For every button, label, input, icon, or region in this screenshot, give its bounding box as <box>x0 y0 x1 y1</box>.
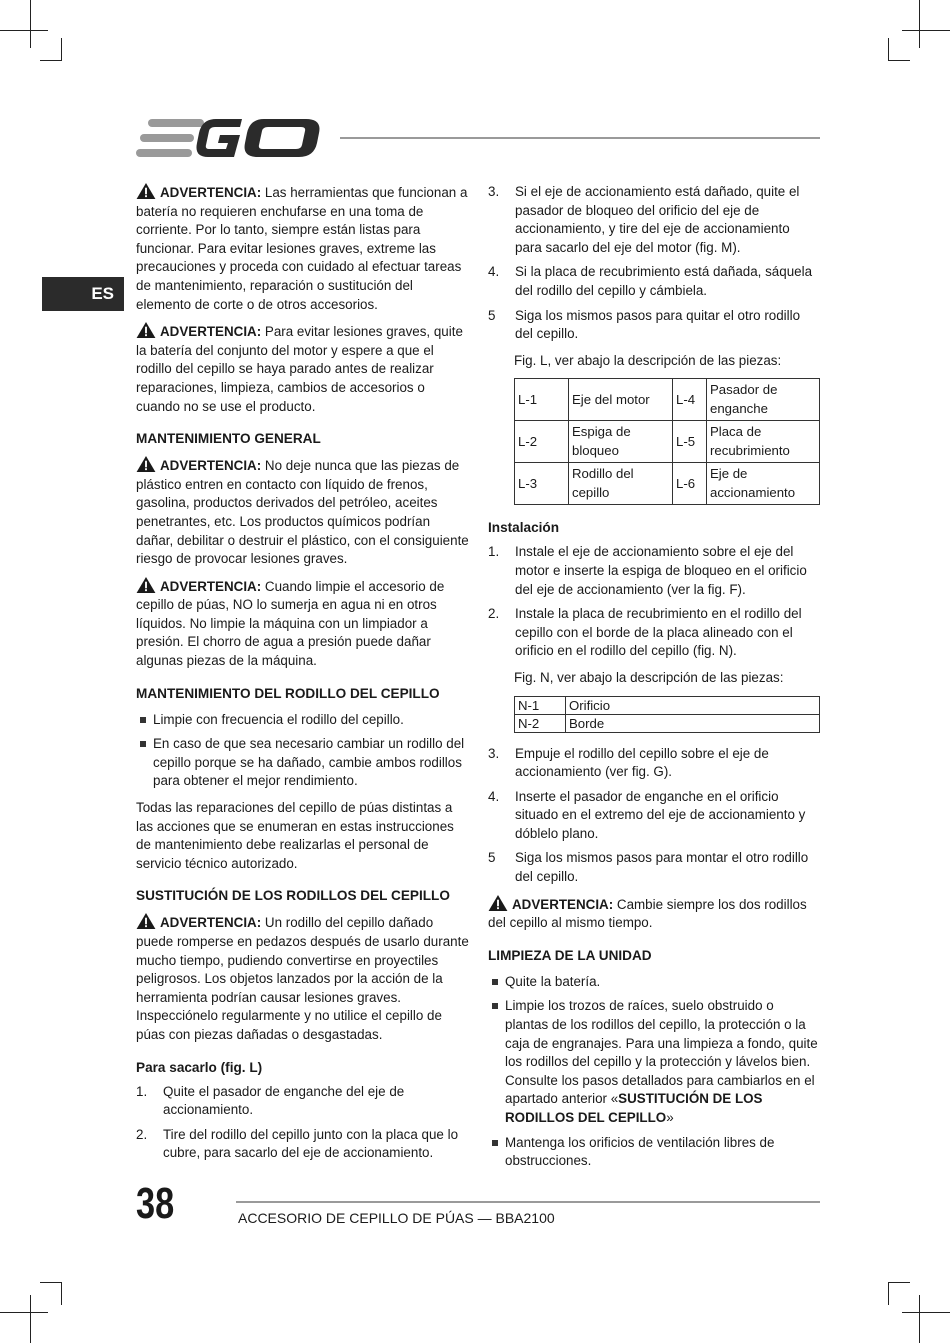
crop-mark <box>888 1282 910 1283</box>
step-number: 2. <box>136 1126 148 1142</box>
figure-caption: Fig. L, ver abajo la descripción de las piezas: <box>514 352 782 368</box>
crop-mark <box>888 1282 889 1305</box>
warning-icon <box>136 183 156 199</box>
crop-mark <box>0 1312 48 1313</box>
crop-mark <box>888 60 910 61</box>
table-cell: N-2 <box>515 714 566 732</box>
header-rule <box>340 137 820 139</box>
list-item: Quite la batería. <box>488 973 820 992</box>
list-item <box>488 543 820 599</box>
step-text: Instale la placa de recubrimiento en el rodillo del cepillo con el borde de la placa alineado con el orificio en el rodillo del cepillo (fig. N). <box>515 606 802 659</box>
table-cell: Pasador de enganche <box>707 379 820 421</box>
step-number: 5 <box>488 307 496 323</box>
warning-label: ADVERTENCIA: <box>512 896 614 912</box>
list-item: En caso de que sea necesario cambiar un rodillo del cepillo porque se ha dañado, cambie ambos rodillos para obtener el mejor rendimiento. <box>136 735 469 791</box>
body-paragraph: Todas las reparaciones del cepillo de púas distintas a las acciones que se enumeran en estas instrucciones de mantenimiento debe realizarlas el personal de servicio técnico autorizado. <box>136 800 454 871</box>
step-text: Instale el eje de accionamiento sobre el eje del motor e inserte la espiga de bloqueo en el orificio del eje de accionamiento (ver la fig. F). <box>515 544 807 597</box>
crop-mark <box>30 0 31 48</box>
table-cell: L-2 <box>515 421 569 463</box>
list-item: Mantenga los orificios de ventilación libres de obstrucciones. <box>488 1134 820 1171</box>
list-item-text-end: » <box>666 1110 674 1125</box>
crop-mark <box>888 38 889 61</box>
warning-icon <box>136 913 156 929</box>
step-list <box>488 543 820 661</box>
section-heading: MANTENIMIENTO GENERAL <box>136 431 321 447</box>
table-row <box>515 379 820 421</box>
warning-paragraph <box>136 322 469 416</box>
crop-mark <box>919 1295 920 1343</box>
crop-mark <box>0 30 48 31</box>
table-cell: Placa de recubrimiento <box>707 421 820 463</box>
table-cell: L-5 <box>673 421 707 463</box>
list-item-text: Limpie los trozos de raíces, suelo obstruido o plantas de los rodillos del cepillo, la protección o la caja de engranajes. Para una limpieza a fondo, quite los rodillos del cepillo y la protección y lávelos bien. Consulte los pasos detallados para cambiarlos en el apartado anterior « <box>505 998 818 1107</box>
step-number: 4. <box>488 788 500 804</box>
warning-label: ADVERTENCIA: <box>160 915 262 931</box>
warning-label: ADVERTENCIA: <box>160 324 262 340</box>
warning-label: ADVERTENCIA: <box>160 185 262 200</box>
subsection-heading: Instalación <box>488 520 560 536</box>
section-heading: LIMPIEZA DE LA UNIDAD <box>488 947 652 963</box>
list-item <box>136 1083 469 1120</box>
bullet-list <box>136 711 469 791</box>
section-heading: SUSTITUCIÓN DE LOS RODILLOS DEL CEPILLO <box>136 888 450 904</box>
crop-mark <box>919 0 920 48</box>
step-number: 3. <box>488 184 500 199</box>
warning-label: ADVERTENCIA: <box>160 458 262 474</box>
list-item <box>488 605 820 661</box>
list-item <box>488 745 820 782</box>
list-item <box>488 183 820 257</box>
list-item: Limpie con frecuencia el rodillo del cepillo. <box>136 711 469 730</box>
warning-paragraph <box>488 895 820 933</box>
ego-logo <box>136 116 322 160</box>
table-row <box>515 421 820 463</box>
table-cell: L-4 <box>673 379 707 421</box>
step-list <box>136 1083 469 1163</box>
step-number: 4. <box>488 264 500 280</box>
table-cell: Orificio <box>566 696 820 714</box>
warning-text: Cuando limpie el accesorio de cepillo de púas, NO lo sumerja en agua ni en otros líquidos. No limpie la máquina con un limpiador a presión. El chorro de agua a presión puede dañar algunas piezas de la máquina. <box>136 578 445 669</box>
table-cell: Eje de accionamiento <box>707 463 820 505</box>
table-cell: L-3 <box>515 463 569 505</box>
step-number: 1. <box>136 1083 148 1099</box>
step-text: Inserte el pasador de enganche en el orificio situado en el extremo del eje de accionamiento y dóblelo plano. <box>515 788 806 841</box>
warning-text: No deje nunca que las piezas de plástico entren en contacto con líquido de frenos, gasolina, productos derivados del petróleo, aceites penetrantes, etc. Los productos químicos podrían dañar, debilitar o destruir el plástico, con el consiguiente riesgo de provocar lesiones graves. <box>136 458 469 567</box>
section-reference: SUSTITUCIÓN DE LOS RODILLOS DEL CEPILLO <box>505 1091 763 1125</box>
bullet-list <box>488 973 820 1171</box>
table-row <box>515 463 820 505</box>
crop-mark <box>30 1295 31 1343</box>
figure-caption: Fig. N, ver abajo la descripción de las piezas: <box>514 669 784 685</box>
warning-text: Las herramientas que funcionan a batería no requieren enchufarse en una toma de corriente. Por lo tanto, siempre están listas para funcionar. Para evitar lesiones graves, extreme las precauciones y proceda con cuidado al efectuar tareas de mantenimiento, reparación o sustitución del elemento de corte o de otros accesorios. <box>136 185 468 312</box>
warning-text: Para evitar lesiones graves, quite la batería del conjunto del motor y espere a que el rodillo del cepillo se haya parado antes de realizar reparaciones, limpieza, cambios de accesorios o cuando no se use el producto. <box>136 324 463 414</box>
step-text: Empuje el rodillo del cepillo sobre el eje de accionamiento (ver fig. G). <box>515 745 769 780</box>
footer-rule <box>236 1201 820 1203</box>
table-row <box>515 714 820 732</box>
table-cell: Rodillo del cepillo <box>569 463 673 505</box>
list-item <box>488 307 820 344</box>
table-cell: Eje del motor <box>569 379 673 421</box>
step-text: Si la placa de recubrimiento está dañada, sáquela del rodillo del cepillo y cámbiela. <box>515 264 813 298</box>
warning-label: ADVERTENCIA: <box>160 578 262 594</box>
parts-table-n <box>514 696 820 733</box>
table-cell: N-1 <box>515 696 566 714</box>
step-text: Siga los mismos pasos para montar el otro rodillo del cepillo. <box>515 850 809 885</box>
list-item <box>488 849 820 886</box>
section-heading: MANTENIMIENTO DEL RODILLO DEL CEPILLO <box>136 685 440 701</box>
table-cell: L-6 <box>673 463 707 505</box>
step-number: 5 <box>488 850 496 866</box>
warning-paragraph <box>136 456 469 569</box>
left-column <box>136 183 469 1171</box>
parts-table-l <box>514 378 820 505</box>
crop-mark <box>902 30 950 31</box>
step-list <box>488 745 820 887</box>
step-text: Quite el pasador de enganche del eje de accionamiento. <box>163 1083 405 1118</box>
list-item <box>488 997 820 1127</box>
page-number: 38 <box>136 1179 175 1228</box>
step-text: Tire del rodillo del cepillo junto con la placa que lo cubre, para sacarlo del eje de accionamiento. <box>163 1126 459 1161</box>
warning-icon <box>136 577 156 593</box>
language-tab: ES <box>42 277 124 311</box>
crop-mark <box>902 1312 950 1313</box>
step-number: 2. <box>488 606 500 622</box>
step-number: 3. <box>488 745 500 761</box>
warning-paragraph <box>136 577 469 671</box>
step-text: Si el eje de accionamiento está dañado, quite el pasador de bloqueo del orificio del eje de accionamiento, y tire del eje de accionamiento para sacarlo del eje del motor (fig. M). <box>515 184 800 255</box>
subsection-heading: Para sacarlo (fig. L) <box>136 1059 263 1075</box>
crop-mark <box>40 60 62 61</box>
step-text: Siga los mismos pasos para quitar el otro rodillo del cepillo. <box>515 307 801 342</box>
crop-mark <box>40 1282 62 1283</box>
warning-text: Cambie siempre los dos rodillos del cepillo al mismo tiempo. <box>488 896 807 931</box>
warning-text: Un rodillo del cepillo dañado puede romperse en pedazos después de usarlo durante mucho tiempo, pudiendo convertirse en proyectiles peligrosos. Los objetos lanzados por la acción de la herramienta podrían causar lesiones graves. Inspecciónelo regularmente y no utilice el cepillo de púas con piezas dañadas o desgastadas. <box>136 915 469 1042</box>
table-row <box>515 696 820 714</box>
list-item <box>136 1126 469 1163</box>
step-number: 1. <box>488 544 500 560</box>
right-column <box>488 183 820 1179</box>
warning-icon <box>488 895 508 911</box>
crop-mark <box>61 1282 62 1305</box>
warning-icon <box>136 322 156 338</box>
table-cell: L-1 <box>515 379 569 421</box>
step-list <box>488 183 820 344</box>
warning-paragraph <box>136 183 469 314</box>
warning-paragraph <box>136 913 469 1044</box>
table-cell: Espiga de bloqueo <box>569 421 673 463</box>
warning-icon <box>136 456 156 472</box>
footer-title: ACCESORIO DE CEPILLO DE PÚAS — BBA2100 <box>238 1210 555 1226</box>
crop-mark <box>61 38 62 61</box>
list-item <box>488 788 820 844</box>
table-cell: Borde <box>566 714 820 732</box>
list-item <box>488 263 820 300</box>
